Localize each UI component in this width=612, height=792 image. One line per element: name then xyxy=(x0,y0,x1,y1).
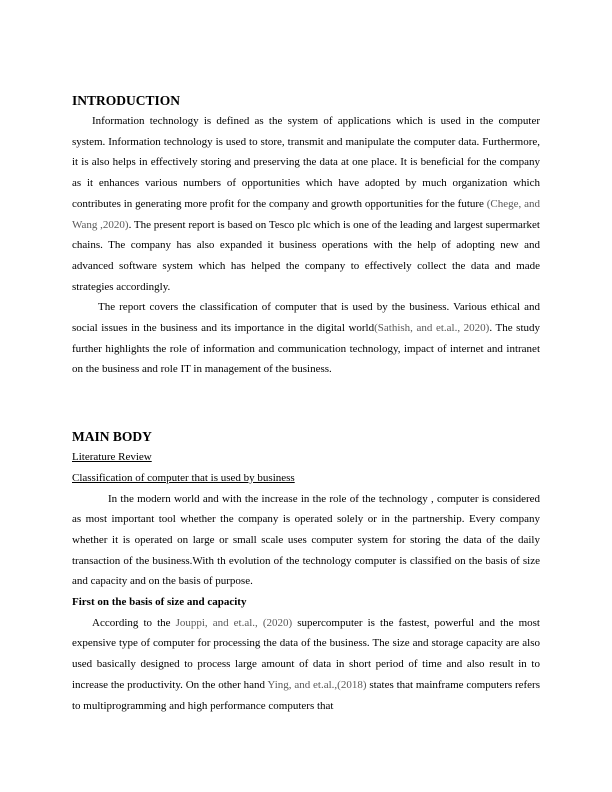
size-capacity-heading: First on the basis of size and capacity xyxy=(72,596,247,609)
intro-paragraph-2 xyxy=(72,297,540,380)
intro-p2-text-a: The report covers the classification of computer that is used by the business. Various ethical and social issues in the business and its importance in the digital world xyxy=(72,301,540,335)
classification-subheading: Classification of computer that is used by business xyxy=(72,471,295,484)
intro-paragraph-1 xyxy=(72,111,540,297)
introduction-heading: INTRODUCTION xyxy=(72,93,181,108)
intro-p1-text-b: . The present report is based on Tesco plc which is one of the leading and largest supermarket chains. The company has also expanded it business operations with the help of adopting new and advanced software system which has helped the company to effectively collect the data and made strategies accordingly. xyxy=(72,218,540,293)
page-content xyxy=(72,91,540,716)
citation-jouppi: Jouppi, and et.al., (2020) xyxy=(175,616,293,629)
literature-review-subheading: Literature Review xyxy=(72,451,152,464)
intro-p1-text-a: Information technology is defined as the system of applications which is used in the computer system. Information technology is used to store, transmit and manipulate the computer data. Furthermore, it is also helps in effectively storing and preserving the data at one place. It is beneficial for the company as it enhances various numbers of opportunities which have adopted by much organization which contributes in generating more profit for the company and growth opportunities for the future xyxy=(72,115,540,210)
main-body-heading: MAIN BODY xyxy=(72,429,152,445)
section-spacer xyxy=(72,380,540,427)
intro-p2-text-b: . The study further highlights the role of information and communication technology, impact of internet and intranet on the business and role IT in management of the business. xyxy=(72,322,540,376)
p4-text-a: According to the xyxy=(92,616,176,629)
supercomputer-paragraph xyxy=(72,613,540,717)
citation-sathish: (Sathish, and et.al., 2020) xyxy=(374,322,490,335)
p4-text-b: supercomputer is the fastest, powerful and the most expensive type of computer for processing the data of the business. The size and storage capacity are also used basically designed to process large amount of data in short period of time and also result in to increase the productivity. On the other hand xyxy=(72,616,540,691)
classification-paragraph: In the modern world and with the increase in the role of the technology , computer is considered as most important tool whether the company is operated solely or in the partnership. Every company whether it is operated on large or small scale uses computer system for storing the data of the daily transaction of the business.With th evolution of the technology computer is classified on the basis of size and capacity and on the basis of purpose. xyxy=(72,492,540,588)
citation-ying: Ying, and et.al.,(2018) xyxy=(267,678,367,691)
p4-text-c: states that mainframe computers refers to multiprogramming and high performance computers that xyxy=(72,678,540,712)
citation-chege-wang: (Chege, and Wang ,2020) xyxy=(72,197,540,231)
